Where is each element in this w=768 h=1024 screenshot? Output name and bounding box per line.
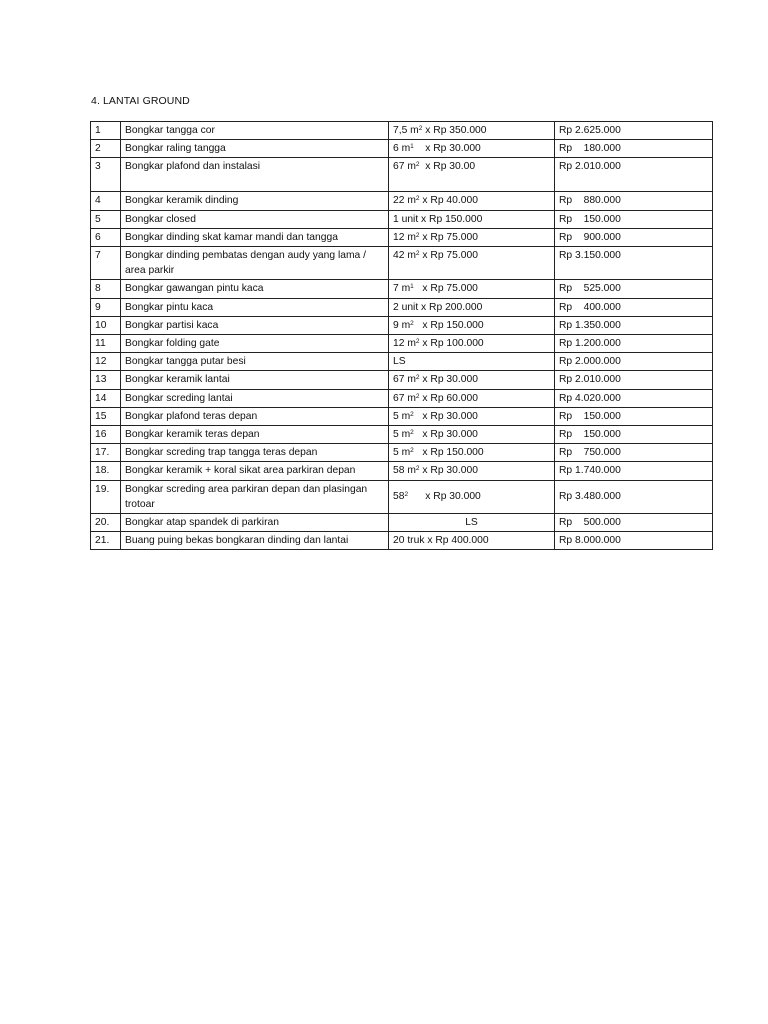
row-number: 3 <box>91 158 121 192</box>
quantity-rate: 67 $m^2$ x Rp 30.00 <box>389 158 555 192</box>
quantity-rate: 9 $m^2$ x Rp 150.000 <box>389 316 555 334</box>
row-number: 12 <box>91 353 121 371</box>
quantity-rate: 5 $m^2$ x Rp 30.000 <box>389 407 555 425</box>
row-number: 18. <box>91 462 121 480</box>
work-item: Bongkar closed <box>121 210 389 228</box>
work-item: Bongkar screding area parkiran depan dan plasingan trotoar <box>121 480 389 513</box>
row-number: 9 <box>91 298 121 316</box>
table-row <box>91 480 713 513</box>
table-row <box>91 407 713 425</box>
row-number: 2 <box>91 140 121 158</box>
quantity-rate: 58 $m^2$ x Rp 30.000 <box>389 462 555 480</box>
work-item: Bongkar dinding pembatas dengan audy yang lama / area parkir <box>121 247 389 280</box>
table-row <box>91 210 713 228</box>
quantity-rate: 1 unit x Rp 150.000 <box>389 210 555 228</box>
line-total: Rp 525.000 <box>555 280 713 298</box>
work-item: Bongkar pintu kaca <box>121 298 389 316</box>
work-item: Bongkar partisi kaca <box>121 316 389 334</box>
line-total: Rp 2.010.000 <box>555 371 713 389</box>
quantity-rate: 67 $m^2$ x Rp 60.000 <box>389 389 555 407</box>
table-body <box>91 122 713 550</box>
work-item: Bongkar keramik + koral sikat area parkiran depan <box>121 462 389 480</box>
quantity-rate: 7,5 $m^2$ x Rp 350.000 <box>389 122 555 140</box>
line-total: Rp 150.000 <box>555 426 713 444</box>
line-total: Rp 880.000 <box>555 192 713 210</box>
row-number: 10 <box>91 316 121 334</box>
demolition-cost-table <box>90 121 713 550</box>
work-item: Bongkar screding trap tangga teras depan <box>121 444 389 462</box>
work-item: Bongkar gawangan pintu kaca <box>121 280 389 298</box>
line-total: Rp 2.625.000 <box>555 122 713 140</box>
quantity-rate: LS <box>389 353 555 371</box>
work-item: Bongkar screding lantai <box>121 389 389 407</box>
work-item: Bongkar raling tangga <box>121 140 389 158</box>
quantity-rate: $58^2$ x Rp 30.000 <box>389 480 555 513</box>
work-item: Bongkar tangga cor <box>121 122 389 140</box>
row-number: 5 <box>91 210 121 228</box>
line-total: Rp 1.740.000 <box>555 462 713 480</box>
line-total: Rp 3.480.000 <box>555 480 713 513</box>
table-row <box>91 228 713 246</box>
line-total: Rp 2.010.000 <box>555 158 713 192</box>
quantity-rate: 2 unit x Rp 200.000 <box>389 298 555 316</box>
table-row <box>91 371 713 389</box>
work-item: Buang puing bekas bongkaran dinding dan lantai <box>121 532 389 550</box>
line-total: Rp 400.000 <box>555 298 713 316</box>
work-item: Bongkar plafond teras depan <box>121 407 389 425</box>
work-item: Bongkar keramik dinding <box>121 192 389 210</box>
line-total: Rp 900.000 <box>555 228 713 246</box>
row-number: 8 <box>91 280 121 298</box>
quantity-rate: 22 $m^2$ x Rp 40.000 <box>389 192 555 210</box>
line-total: Rp 3.150.000 <box>555 247 713 280</box>
line-total: Rp 1.200.000 <box>555 335 713 353</box>
table-row <box>91 316 713 334</box>
table-row <box>91 192 713 210</box>
work-item: Bongkar dinding skat kamar mandi dan tangga <box>121 228 389 246</box>
work-item: Bongkar tangga putar besi <box>121 353 389 371</box>
line-total: Rp 4.020.000 <box>555 389 713 407</box>
line-total: Rp 1.350.000 <box>555 316 713 334</box>
quantity-rate: 6 $m^1$ x Rp 30.000 <box>389 140 555 158</box>
table-row <box>91 444 713 462</box>
quantity-rate: LS <box>389 514 555 532</box>
row-number: 15 <box>91 407 121 425</box>
quantity-rate: 20 truk x Rp 400.000 <box>389 532 555 550</box>
work-item: Bongkar keramik teras depan <box>121 426 389 444</box>
table-row <box>91 335 713 353</box>
row-number: 6 <box>91 228 121 246</box>
row-number: 17. <box>91 444 121 462</box>
quantity-rate: 5 $m^2$ x Rp 30.000 <box>389 426 555 444</box>
table-row <box>91 514 713 532</box>
table-row <box>91 247 713 280</box>
line-total: Rp 150.000 <box>555 210 713 228</box>
work-item: Bongkar atap spandek di parkiran <box>121 514 389 532</box>
row-number: 1 <box>91 122 121 140</box>
row-number: 19. <box>91 480 121 513</box>
row-number: 7 <box>91 247 121 280</box>
table-row <box>91 353 713 371</box>
row-number: 11 <box>91 335 121 353</box>
row-number: 16 <box>91 426 121 444</box>
work-item: Bongkar folding gate <box>121 335 389 353</box>
line-total: Rp 8.000.000 <box>555 532 713 550</box>
row-number: 14 <box>91 389 121 407</box>
table-row <box>91 280 713 298</box>
section-heading: 4. LANTAI GROUND <box>91 95 190 107</box>
table-row <box>91 158 713 192</box>
row-number: 20. <box>91 514 121 532</box>
table-row <box>91 122 713 140</box>
quantity-rate: 12 $m^2$ x Rp 75.000 <box>389 228 555 246</box>
quantity-rate: 67 $m^2$ x Rp 30.000 <box>389 371 555 389</box>
row-number: 13 <box>91 371 121 389</box>
line-total: Rp 180.000 <box>555 140 713 158</box>
line-total: Rp 750.000 <box>555 444 713 462</box>
table-row <box>91 298 713 316</box>
row-number: 21. <box>91 532 121 550</box>
quantity-rate: 12 $m^2$ x Rp 100.000 <box>389 335 555 353</box>
row-number: 4 <box>91 192 121 210</box>
quantity-rate: 7 $m^1$ x Rp 75.000 <box>389 280 555 298</box>
work-item: Bongkar plafond dan instalasi <box>121 158 389 192</box>
work-item: Bongkar keramik lantai <box>121 371 389 389</box>
table-row <box>91 389 713 407</box>
line-total: Rp 150.000 <box>555 407 713 425</box>
table-row <box>91 140 713 158</box>
table-row <box>91 532 713 550</box>
table-row <box>91 426 713 444</box>
table-row <box>91 462 713 480</box>
line-total: Rp 500.000 <box>555 514 713 532</box>
quantity-rate: 5 $m^2$ x Rp 150.000 <box>389 444 555 462</box>
quantity-rate: 42 $m^2$ x Rp 75.000 <box>389 247 555 280</box>
line-total: Rp 2.000.000 <box>555 353 713 371</box>
